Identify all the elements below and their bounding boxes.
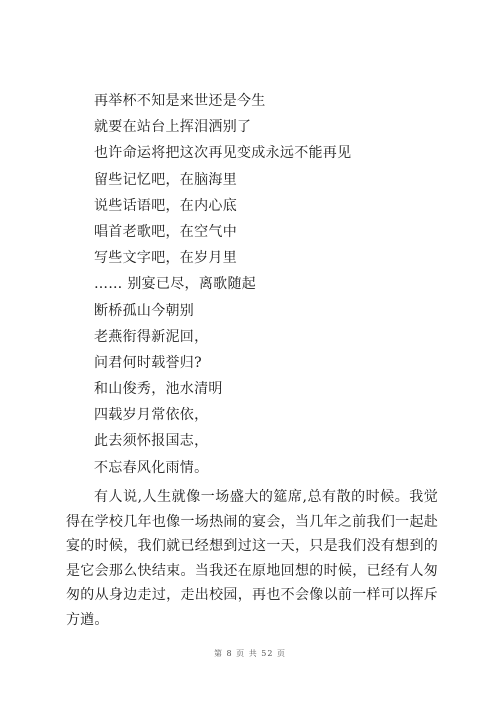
poem-line: 断桥孤山今朝别 [94, 302, 195, 319]
poem-line: 留些记忆吧，在脑海里 [94, 171, 237, 188]
poem-line: 再举杯不知是来世还是今生 [94, 93, 266, 109]
poem-line: 就要在站台上挥泪洒别了 [94, 119, 252, 136]
page-number-footer: 第 8 页 共 52 页 [214, 649, 286, 658]
poem-line: 说些话语吧，在内心底 [94, 197, 237, 214]
poem-line: 问君何时载誉归? [94, 354, 202, 371]
poem-block [94, 88, 434, 481]
poem-line: 写些文字吧，在岁月里 [94, 250, 237, 267]
poem-line: 老燕衔得新泥回， [94, 328, 209, 345]
poem-line: 不忘春风化雨情。 [94, 459, 209, 476]
poem-line: 和山俊秀，池水清明 [94, 381, 223, 398]
poem-line: 此去须怀报国志， [94, 433, 209, 450]
poem-line: 唱首老歌吧，在空气中 [94, 223, 237, 240]
prose-paragraph: 有人说,人生就像一场盛大的筵席,总有散的时候。我觉得在学校几年也像一场热闹的宴会，当几年之前我们一起赴宴的时候，我们就已经想到过这一天，只是我们没有想到的是它会那么快结束。当我还在原地回想的时候，已经有人匆匆的从身边走过，走出校园，再也不会像以前一样可以挥斥方遒。 [66, 489, 438, 628]
poem-line: 也许命运将把这次再见变成永远不能再见 [94, 145, 352, 162]
poem-line: 四载岁月常依依， [94, 407, 209, 424]
poem-line: …… 别宴已尽，离歌随起 [94, 276, 257, 293]
